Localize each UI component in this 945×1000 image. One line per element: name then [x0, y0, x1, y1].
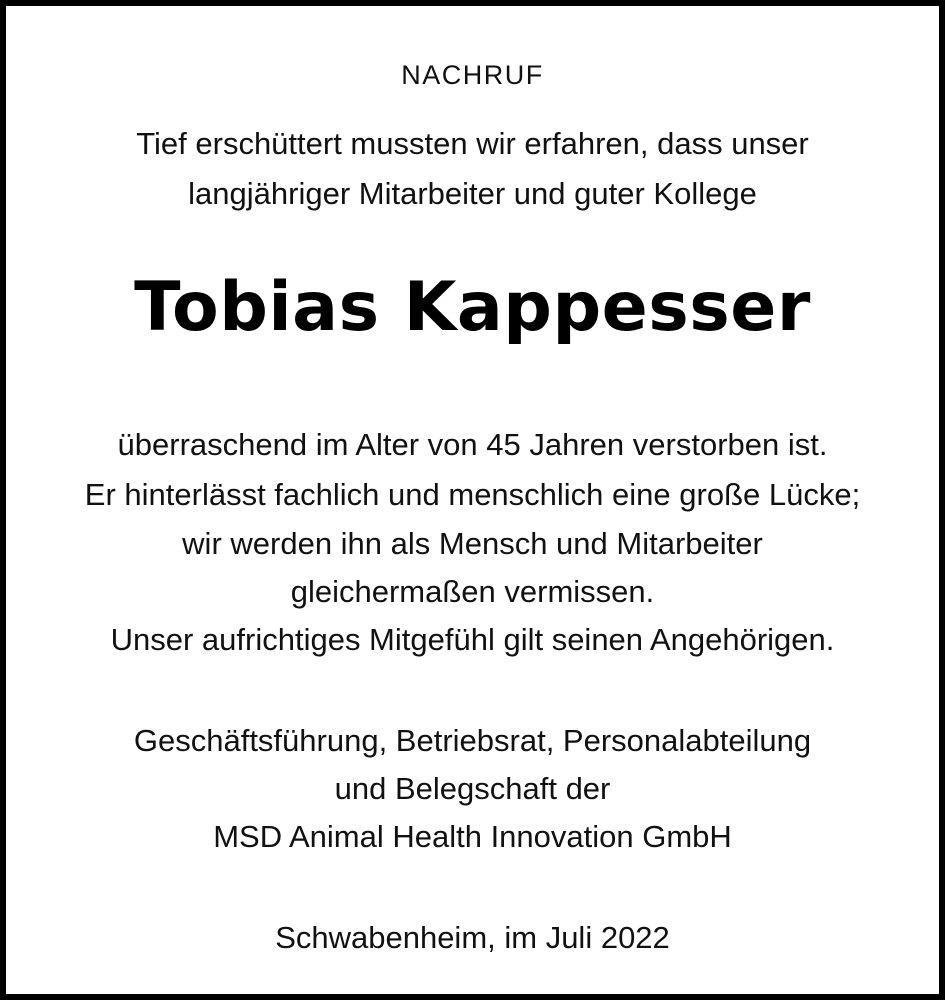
signature-line: Geschäftsführung, Betriebsrat, Personalabteilung [133, 723, 812, 758]
intro-line: Tief erschüttert mussten wir erfahren, dass unser [136, 126, 809, 161]
signature-line: und Belegschaft der [334, 771, 611, 806]
intro-line: langjähriger Mitarbeiter und guter Kollege [188, 176, 757, 211]
body-line: überraschend im Alter von 45 Jahren verstorben ist. [117, 427, 828, 462]
deceased-name: Tobias Kappesser [134, 268, 811, 347]
body-line: Er hinterlässt fachlich und menschlich eine große Lücke; [84, 477, 861, 512]
body-line: wir werden ihn als Mensch und Mitarbeiter [182, 526, 763, 561]
body-line: gleichermaßen vermissen. [290, 574, 655, 609]
notice-heading: NACHRUF [401, 60, 544, 90]
place-and-date: Schwabenheim, im Juli 2022 [275, 920, 670, 955]
signature-line: MSD Animal Health Innovation GmbH [213, 819, 732, 854]
body-line: Unser aufrichtiges Mitgefühl gilt seinen Angehörigen. [110, 622, 835, 657]
